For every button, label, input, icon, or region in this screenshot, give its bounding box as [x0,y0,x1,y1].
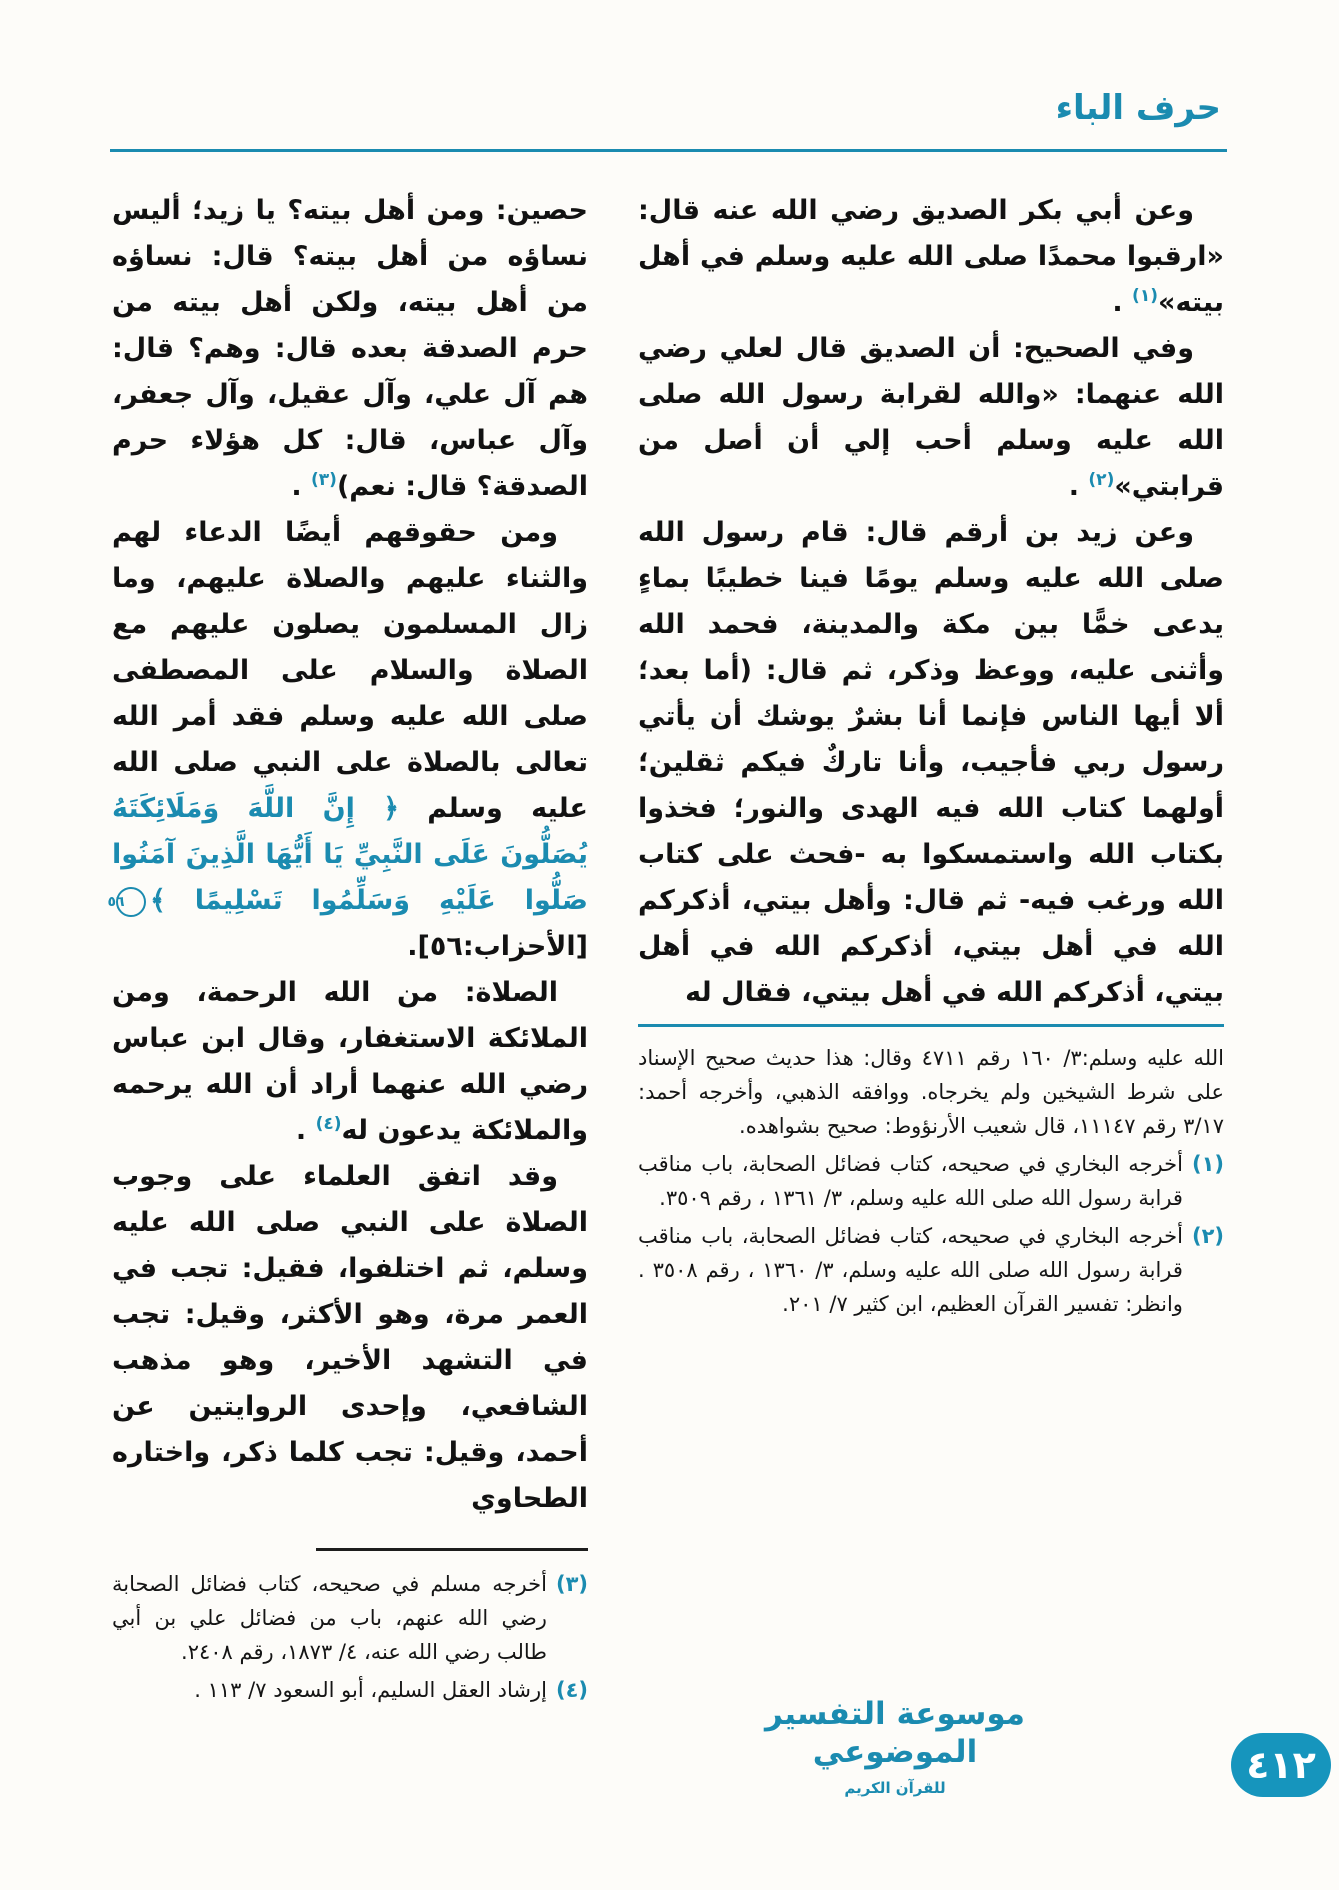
footnotes-right [638,1041,1224,1321]
paragraph [638,326,1224,510]
footnote-text: أخرجه مسلم في صحيحه، كتاب فضائل الصحابة رضي الله عنهم، باب من فضائل علي بن أبي طالب رضي الله عنه، ٤/ ١٨٧٣، رقم ٢٤٠٨. [112,1571,547,1664]
paragraph [638,188,1224,326]
paragraph-text: وعن زيد بن أرقم قال: قام رسول الله صلى الله عليه وسلم يومًا فينا خطيبًا بماءٍ يدعى خمًّا بين مكة والمدينة، فحمد الله وأثنى عليه، ووعظ وذكر، ثم قال: (أما بعد؛ ألا أيها الناس فإنما أنا بشرٌ يوشك أن يأتي رسول ربي فأجيب، وأنا تاركٌ فيكم ثقلين؛ أولهما كتاب الله فيه الهدى والنور؛ فخذوا بكتاب الله واستمسكوا به -فحث على كتاب الله ورغب فيه- ثم قال: وأهل بيتي، أذكركم الله في أهل بيتي، أذكركم الله في أهل بيتي، أذكركم الله في أهل بيتي، فقال له [638,517,1224,1008]
paragraph-text: وعن أبي بكر الصديق رضي الله عنه قال: «ارقبوا محمدًا صلى الله عليه وسلم في أهل بيته» [638,195,1224,318]
text-columns [107,188,1224,1711]
footnote-marker: (٣) [311,470,337,490]
paragraph [112,188,588,510]
footnote-text: أخرجه البخاري في صحيحه، كتاب فضائل الصحابة، باب مناقب قرابة رسول الله صلى الله عليه وسلم، ٣/ ١٣٦٠ ، رقم ٣٥٠٨ . وانظر: تفسير القرآن العظيم، ابن كثير ٧/ ٢٠١. [638,1224,1183,1316]
paragraph-text: حصين: ومن أهل بيته؟ يا زيد؛ أليس نساؤه من أهل بيته؟ قال: نساؤه من أهل بيته، ولكن أهل بيته من حرم الصدقة بعده قال: وهم؟ قال: هم آل علي، وآل عقيل، وآل جعفر، وآل عباس، قال: كل هؤلاء حرم الصدقة؟ قال: نعم) [112,195,588,502]
paragraph-tail: . [291,471,311,502]
verse-reference: [الأحزاب:٥٦]. [407,931,588,962]
paragraph-tail: . [1112,287,1133,318]
footnote-continuation: الله عليه وسلم:٣/ ١٦٠ رقم ٤٧١١ وقال: هذا حديث صحيح الإسناد على شرط الشيخين ولم يخرجاه. ووافقه الذهبي، وأخرجه أحمد: ٣/١٧ رقم ١١١٤٧، قال شعيب الأرنؤوط: صحيح بشواهده. [638,1046,1224,1138]
publisher-logo-title: موسوعة التفسير الموضوعي [764,1696,1026,1770]
footnote-marker: (٢) [1088,470,1115,490]
paragraph-tail: . [295,1115,316,1146]
footnotes-left [112,1567,588,1707]
publisher-logo-subtitle: للقرآن الكريم [844,1779,946,1797]
footnote-separator [316,1548,588,1551]
ayah-end-ornament-icon [107,887,146,917]
footnote-item [638,1147,1224,1215]
footnote-item [112,1673,588,1707]
paragraph-text: وفي الصحيح: أن الصديق قال لعلي رضي الله عنهما: «والله لقرابة رسول الله صلى الله عليه وسلم أحب إلي أن أصل من قرابتي» [638,333,1224,502]
header-divider [110,149,1227,152]
footnote-number: (٣) [555,1571,588,1596]
paragraph-text: وقد اتفق العلماء على وجوب الصلاة على النبي صلى الله عليه وسلم، ثم اختلفوا، فقيل: تجب في العمر مرة، وهو الأكثر، وقيل: تجب في التشهد الأخير، وهو مذهب الشافعي، وإحدى الروايتين عن أحمد، وقيل: تجب كلما ذكر، واختاره الطحاوي [112,1161,588,1514]
footnote-number: (٢) [1191,1224,1224,1248]
paragraph [112,1154,588,1522]
footnote-text: أخرجه البخاري في صحيحه، كتاب فضائل الصحابة، باب مناقب قرابة رسول الله صلى الله عليه وسلم، ٣/ ١٣٦١ ، رقم ٣٥٠٩. [638,1152,1183,1210]
footnote-separator-teal [638,1024,1224,1027]
chapter-header: حرف الباء [1055,88,1221,128]
footnote-text: إرشاد العقل السليم، أبو السعود ٧/ ١١٣ . [194,1677,547,1702]
paragraph-text: الصلاة: من الله الرحمة، ومن الملائكة الاستغفار، وقال ابن عباس رضي الله عنهما أراد أن الله يرحمه والملائكة يدعون له [112,977,588,1146]
quran-verse: ﴿ إِنَّ اللَّهَ وَمَلَائِكَتَهُ يُصَلُّونَ عَلَى النَّبِيِّ يَا أَيُّهَا الَّذِينَ آمَنُوا صَلُّوا عَلَيْهِ وَسَلِّمُوا تَسْلِيمًا ﴾ [112,793,588,916]
paragraph [107,510,588,970]
footnote-item [112,1567,588,1669]
column-right [638,188,1224,1325]
ayah-number: ٥٦ [107,893,125,910]
page-number-badge [1231,1733,1331,1797]
publisher-logo [750,1695,1040,1797]
footnote-item [638,1219,1224,1321]
paragraph [112,970,588,1154]
column-left [107,188,588,1711]
footnote-marker: (٤) [315,1114,342,1134]
paragraph-tail: . [1068,471,1089,502]
paragraph [638,510,1224,1016]
footnote-number: (١) [1191,1152,1224,1176]
paragraph-text: ومن حقوقهم أيضًا الدعاء لهم والثناء عليهم والصلاة عليهم، وما زال المسلمون يصلون عليهم مع الصلاة والسلام على المصطفى صلى الله عليه وسلم فقد أمر الله تعالى بالصلاة على النبي صلى الله عليه وسلم [112,517,588,824]
page-number: ٤١٢ [1246,1743,1316,1787]
footnote-number: (٤) [555,1677,588,1702]
footnote-marker: (١) [1132,286,1158,306]
